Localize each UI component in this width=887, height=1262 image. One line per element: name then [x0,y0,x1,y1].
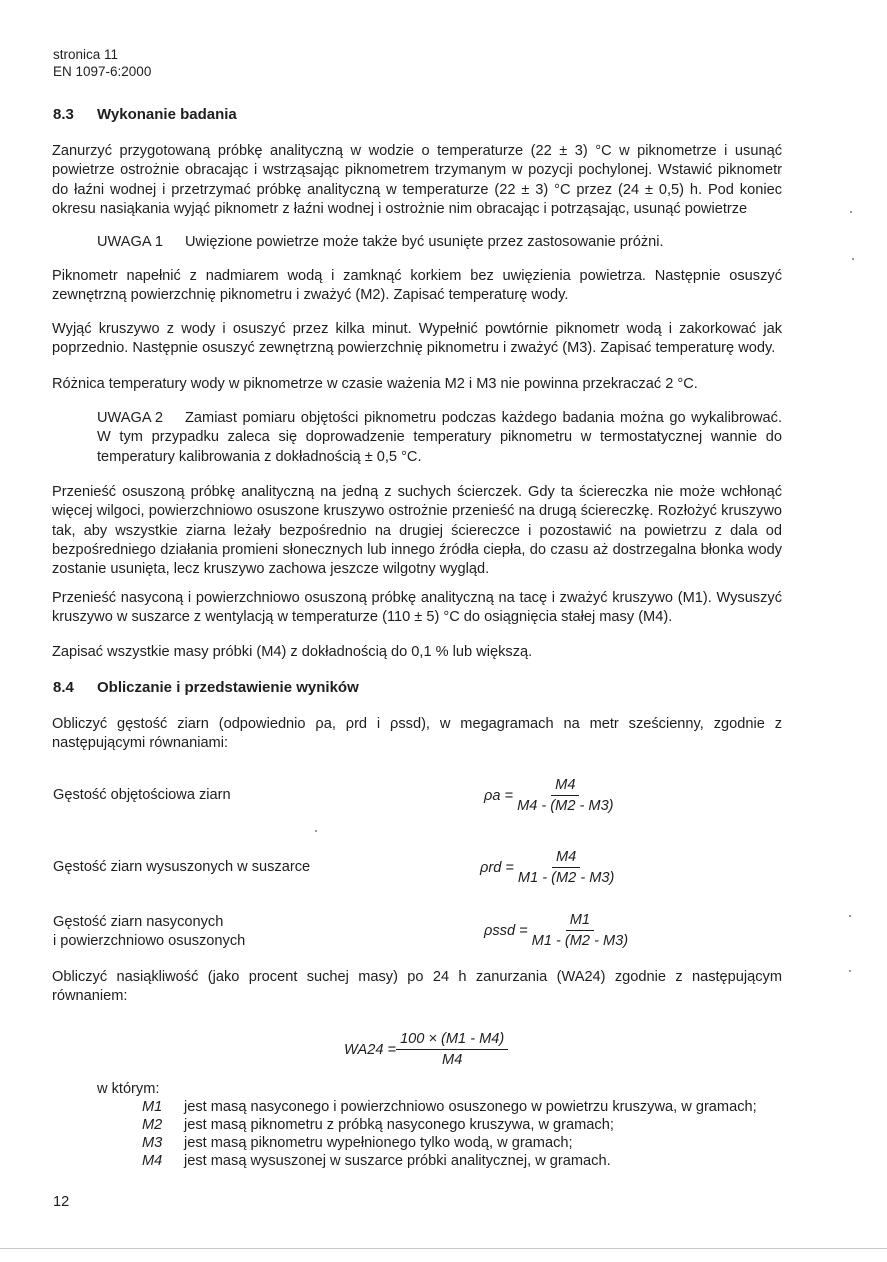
numerator: M1 [566,912,594,931]
note-text: Zamiast pomiaru objętości piknometru podczas każdego badania można go wykalibrować. W tym przypadku zaleca się doprowadzenie temperatury piknometru w termostatycznej wannie do temperatury kalibrowania z dokładnością ± 0,5 °C. [97,410,782,465]
note-text: Uwięzione powietrze może także być usunięte przez zastosowanie próżni. [185,234,664,250]
eq1-label: Gęstość objętościowa ziarn [53,787,231,803]
definition-row [142,1152,757,1170]
paragraph-text: Zapisać wszystkie masy próbki (M4) z dokładnością do 0,1 % lub większą. [52,644,533,660]
section-number: 8.4 [53,679,74,696]
section-title: Wykonanie badania [97,106,237,123]
page-header [53,46,151,80]
paragraph-1 [52,142,782,219]
note-2 [97,409,782,467]
equation-ssd-density [484,912,632,949]
eq3-label-line2: i powierzchniowo osuszonych [53,933,246,949]
section-title: Obliczanie i przedstawienie wyników [97,679,359,696]
fraction [513,777,617,814]
equation-apparent-density [484,777,618,814]
fraction [528,912,632,949]
denominator: M1 - (M2 - M3) [517,870,615,886]
equation-water-absorption [344,1031,508,1068]
paragraph-text: Zanurzyć przygotowaną próbkę analityczną w wodzie o temperaturze (22 ± 3) °C w piknometrze i usunąć powietrze ostrożnie obracając i wstrząsając piknometrem trzymanym w pozycji pochylonej. Wstawić piknometr do łaźni wodnej i przetrzymać próbkę analityczną w temperaturze (22 ± 3) °C przez (24 ± 0,5) h. Pod koniec okresu nasiąkania wyjąć piknometr z łaźni wodnej i ostrożnie nim obracając i potrząsając, usunąć powietrze [52,143,782,217]
paragraph-text: Różnica temperatury wody w piknometrze w czasie ważenia M2 i M3 nie powinna przekraczać 2 °C. [52,376,698,392]
calc-intro [52,715,782,754]
header-standard-id: EN 1097-6:2000 [53,64,152,79]
where-label: w którym: [97,1081,160,1097]
denominator: M4 - (M2 - M3) [517,798,614,814]
definition-text: jest masą nasyconego i powierzchniowo osuszonego w powietrzu kruszywa, w gramach; [184,1099,757,1115]
fraction [514,849,618,886]
numerator: M4 [552,849,580,868]
page-number: 12 [53,1194,70,1210]
paragraph-7 [52,643,782,662]
equation-oven-dried-density [480,849,618,886]
scan-edge-line [0,1248,887,1249]
header-page-ref: stronica 11 [53,47,119,62]
note-label: UWAGA 1 [97,234,163,250]
scan-speck [315,830,317,832]
section-8-4-heading [53,679,359,696]
scan-speck [849,970,851,972]
symbol: M4 [142,1153,163,1169]
denominator: M4 [442,1052,463,1068]
paragraph-text: Obliczyć gęstość ziarn (odpowiednio ρa, ρrd i ρssd), w megagramach na metr sześcienny, zgodnie z następującymi równaniami: [52,716,782,752]
eq-lhs: ρrd = [480,859,514,876]
symbol: M3 [142,1135,163,1151]
denominator: M1 - (M2 - M3) [531,933,629,949]
paragraph-2 [52,267,782,306]
definition-text: jest masą piknometru wypełnionego tylko wodą, w gramach; [184,1135,573,1151]
eq2-label: Gęstość ziarn wysuszonych w suszarce [53,859,311,875]
definition-text: jest masą wysuszonej w suszarce próbki analitycznej, w gramach. [184,1153,611,1169]
water-absorption-intro [52,968,782,1007]
paragraph-6 [52,589,782,628]
eq3-label [53,913,245,951]
definition-row [142,1098,757,1116]
paragraph-text: Obliczyć nasiąkliwość (jako procent suchej masy) po 24 h zanurzania (WA24) zgodnie z następującym równaniem: [52,969,782,1005]
eq-lhs: ρa = [484,787,514,804]
section-number: 8.3 [53,106,74,123]
fraction [396,1031,508,1068]
scan-speck [850,211,852,213]
note-label: UWAGA 2 [97,410,163,426]
definition-text: jest masą piknometru z próbką nasyconego kruszywa, w gramach; [184,1117,614,1133]
numerator: 100 × (M1 - M4) [396,1031,508,1050]
definition-row [142,1116,757,1134]
paragraph-text: Piknometr napełnić z nadmiarem wodą i zamknąć korkiem bez uwięzienia powietrza. Następnie osuszyć zewnętrzną powierzchnię piknometru i zważyć (M2). Zapisać temperaturę wody. [52,268,782,304]
symbol-definitions [142,1098,757,1170]
symbol: M1 [142,1099,163,1115]
note-1 [97,233,782,252]
paragraph-3 [52,320,782,359]
eq-lhs: ρssd = [484,922,528,939]
symbol: M2 [142,1117,163,1133]
paragraph-text: Przenieść nasyconą i powierzchniowo osuszoną próbkę analityczną na tacę i zważyć kruszywo (M1). Wysuszyć kruszywo w suszarce z wentylacją w temperaturze (110 ± 5) °C do osiągnięcia stałej masy (M4). [52,590,782,626]
eq3-label-line1: Gęstość ziarn nasyconych [53,914,224,930]
section-8-3-heading [53,106,237,123]
numerator: M4 [551,777,579,796]
paragraph-text: Wyjąć kruszywo z wody i osuszyć przez kilka minut. Wypełnić powtórnie piknometr wodą i zakorkować jak poprzednio. Następnie osuszyć zewnętrzną powierzchnię piknometru i zważyć (M3). Zapisać temperaturę wody. [52,321,782,357]
definition-row [142,1134,757,1152]
paragraph-4 [52,375,782,394]
scan-speck [849,915,851,917]
scan-speck [852,258,854,260]
paragraph-5 [52,483,782,579]
eq-lhs: WA24 = [344,1041,397,1058]
paragraph-text: Przenieść osuszoną próbkę analityczną na jedną z suchych ścierczek. Gdy ta ściereczka nie może wchłonąć więcej wilgoci, powierzchniowo osuszone kruszywo ostrożnie przenieść na drugą ściereczkę. Rozłożyć kruszywo tak, aby wszystkie ziarna leżały bezpośrednio na drugiej ściereczce i pozostawić na powietrzu z dala od bezpośredniego działania promieni słonecznych lub innego źródła ciepła, do czasu aż dostrzegalna błonka wody zostanie usunięta, lecz kruszywo zachowa jeszcze wilgotny wygląd. [52,484,782,578]
